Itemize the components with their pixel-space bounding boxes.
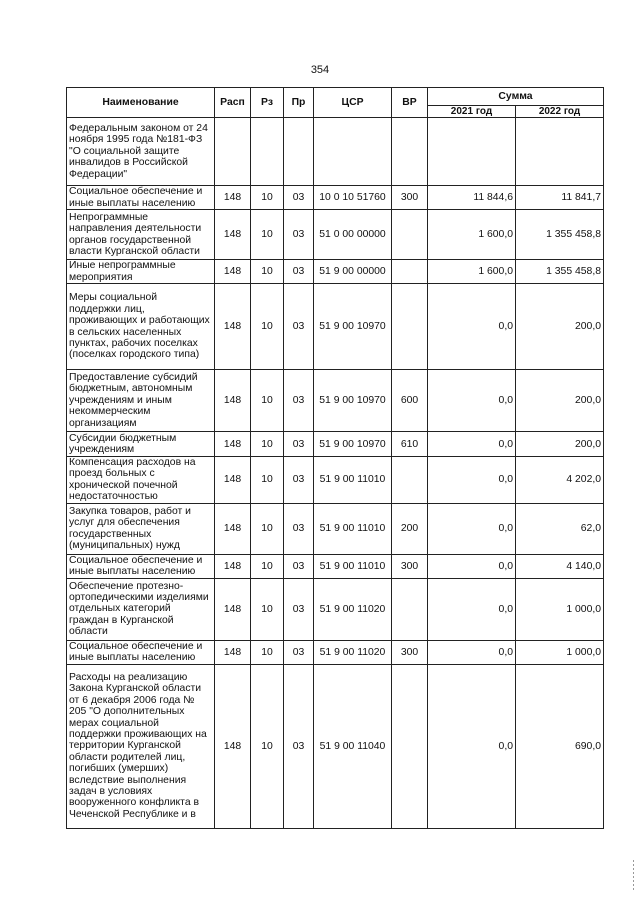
cell-pr: 03	[284, 578, 314, 640]
cell-rz: 10	[251, 260, 284, 284]
cell-y2021: 0,0	[428, 432, 516, 457]
cell-y2022: 200,0	[516, 370, 604, 432]
cell-rasp: 148	[215, 640, 251, 664]
header-sum: Сумма	[428, 88, 604, 106]
table-row	[67, 370, 604, 432]
cell-name: Расходы на реализацию Закона Курганской области от 6 декабря 2006 года № 205 "О дополнительных мерах социальной поддержки проживающих на территории Курганской области родителей лиц, погибших (умерших) вследствие выполнения задач в условиях вооруженного конфликта в Чеченской Республике и в	[67, 664, 215, 828]
cell-pr	[284, 118, 314, 186]
cell-rasp: 148	[215, 186, 251, 210]
cell-pr: 03	[284, 554, 314, 578]
table-row	[67, 284, 604, 370]
table-row	[67, 578, 604, 640]
table-body	[67, 118, 604, 829]
cell-pr: 03	[284, 640, 314, 664]
cell-csr: 10 0 10 51760	[314, 186, 392, 210]
cell-vr: 200	[392, 503, 428, 554]
table-row	[67, 186, 604, 210]
cell-rz: 10	[251, 554, 284, 578]
cell-y2022: 4 202,0	[516, 457, 604, 504]
table-row	[67, 432, 604, 457]
table-row	[67, 118, 604, 186]
cell-vr: 610	[392, 432, 428, 457]
table-row	[67, 210, 604, 260]
cell-vr	[392, 118, 428, 186]
cell-name: Федеральным законом от 24 ноября 1995 года №181-ФЗ "О социальной защите инвалидов в Российской Федерации"	[67, 118, 215, 186]
cell-vr	[392, 664, 428, 828]
table-row	[67, 260, 604, 284]
table-row	[67, 554, 604, 578]
cell-rz: 10	[251, 503, 284, 554]
cell-vr: 300	[392, 186, 428, 210]
cell-csr: 51 9 00 11010	[314, 503, 392, 554]
header-2021: 2021 год	[428, 106, 516, 118]
cell-csr: 51 9 00 11020	[314, 640, 392, 664]
cell-rz: 10	[251, 578, 284, 640]
cell-y2021: 11 844,6	[428, 186, 516, 210]
cell-pr: 03	[284, 284, 314, 370]
cell-rasp: 148	[215, 260, 251, 284]
page-number: 354	[310, 64, 330, 76]
cell-rasp: 148	[215, 554, 251, 578]
cell-vr: 300	[392, 640, 428, 664]
cell-name: Обеспечение протезно-ортопедическими изделиями отдельных категорий граждан в Курганской области	[67, 578, 215, 640]
cell-y2022: 1 355 458,8	[516, 210, 604, 260]
header-rasp: Расп	[215, 88, 251, 118]
cell-vr	[392, 210, 428, 260]
cell-rasp: 148	[215, 432, 251, 457]
cell-y2021: 1 600,0	[428, 260, 516, 284]
header-csr: ЦСР	[314, 88, 392, 118]
cell-name: Меры социальной поддержки лиц, проживающих и работающих в сельских населенных пунктах, рабочих поселках (поселках городского типа)	[67, 284, 215, 370]
cell-y2022	[516, 118, 604, 186]
cell-y2022: 11 841,7	[516, 186, 604, 210]
cell-csr: 51 0 00 00000	[314, 210, 392, 260]
cell-y2021: 0,0	[428, 578, 516, 640]
cell-rz: 10	[251, 284, 284, 370]
cell-vr	[392, 260, 428, 284]
cell-rasp	[215, 118, 251, 186]
cell-rz: 10	[251, 457, 284, 504]
cell-y2022: 62,0	[516, 503, 604, 554]
cell-name: Субсидии бюджетным учреждениям	[67, 432, 215, 457]
cell-csr: 51 9 00 11010	[314, 554, 392, 578]
header-name: Наименование	[67, 88, 215, 118]
cell-name: Иные непрограммные мероприятия	[67, 260, 215, 284]
scan-edge-mark	[633, 860, 634, 890]
cell-rz: 10	[251, 664, 284, 828]
cell-pr: 03	[284, 370, 314, 432]
cell-csr: 51 9 00 00000	[314, 260, 392, 284]
cell-rz: 10	[251, 640, 284, 664]
cell-rz: 10	[251, 186, 284, 210]
cell-vr	[392, 578, 428, 640]
cell-rz: 10	[251, 210, 284, 260]
cell-rasp: 148	[215, 210, 251, 260]
header-rz: Рз	[251, 88, 284, 118]
cell-csr: 51 9 00 10970	[314, 370, 392, 432]
header-vr: ВР	[392, 88, 428, 118]
cell-csr: 51 9 00 10970	[314, 284, 392, 370]
cell-rasp: 148	[215, 457, 251, 504]
cell-y2022: 1 000,0	[516, 640, 604, 664]
cell-name: Социальное обеспечение и иные выплаты населению	[67, 186, 215, 210]
cell-csr: 51 9 00 11020	[314, 578, 392, 640]
cell-name: Предоставление субсидий бюджетным, автономным учреждениям и иным некоммерческим организациям	[67, 370, 215, 432]
cell-rasp: 148	[215, 370, 251, 432]
cell-name: Социальное обеспечение и иные выплаты населению	[67, 640, 215, 664]
cell-vr: 600	[392, 370, 428, 432]
cell-pr: 03	[284, 260, 314, 284]
cell-rasp: 148	[215, 664, 251, 828]
cell-vr: 300	[392, 554, 428, 578]
cell-y2022: 200,0	[516, 432, 604, 457]
cell-y2022: 200,0	[516, 284, 604, 370]
cell-rz: 10	[251, 370, 284, 432]
cell-rz: 10	[251, 432, 284, 457]
cell-y2021: 0,0	[428, 284, 516, 370]
cell-csr: 51 9 00 10970	[314, 432, 392, 457]
cell-rasp: 148	[215, 284, 251, 370]
cell-csr: 51 9 00 11010	[314, 457, 392, 504]
cell-pr: 03	[284, 503, 314, 554]
cell-name: Социальное обеспечение и иные выплаты населению	[67, 554, 215, 578]
cell-pr: 03	[284, 186, 314, 210]
table-row	[67, 664, 604, 828]
cell-csr	[314, 118, 392, 186]
cell-y2021: 0,0	[428, 664, 516, 828]
cell-y2022: 1 000,0	[516, 578, 604, 640]
cell-name: Закупка товаров, работ и услуг для обеспечения государственных (муниципальных) нужд	[67, 503, 215, 554]
cell-rasp: 148	[215, 578, 251, 640]
cell-rasp: 148	[215, 503, 251, 554]
table-row	[67, 503, 604, 554]
cell-pr: 03	[284, 432, 314, 457]
cell-pr: 03	[284, 457, 314, 504]
cell-y2022: 4 140,0	[516, 554, 604, 578]
cell-y2021: 0,0	[428, 457, 516, 504]
cell-y2021: 0,0	[428, 554, 516, 578]
cell-name: Непрограммные направления деятельности органов государственной власти Курганской области	[67, 210, 215, 260]
budget-table	[66, 87, 604, 829]
cell-y2021: 0,0	[428, 503, 516, 554]
cell-y2021: 0,0	[428, 370, 516, 432]
cell-name: Компенсация расходов на проезд больных с хронической почечной недостаточностью	[67, 457, 215, 504]
cell-y2022: 690,0	[516, 664, 604, 828]
cell-rz	[251, 118, 284, 186]
cell-pr: 03	[284, 664, 314, 828]
header-pr: Пр	[284, 88, 314, 118]
table-row	[67, 457, 604, 504]
cell-y2021: 1 600,0	[428, 210, 516, 260]
cell-y2021: 0,0	[428, 640, 516, 664]
cell-y2021	[428, 118, 516, 186]
cell-pr: 03	[284, 210, 314, 260]
cell-y2022: 1 355 458,8	[516, 260, 604, 284]
header-2022: 2022 год	[516, 106, 604, 118]
cell-vr	[392, 457, 428, 504]
table-row	[67, 640, 604, 664]
cell-csr: 51 9 00 11040	[314, 664, 392, 828]
cell-vr	[392, 284, 428, 370]
